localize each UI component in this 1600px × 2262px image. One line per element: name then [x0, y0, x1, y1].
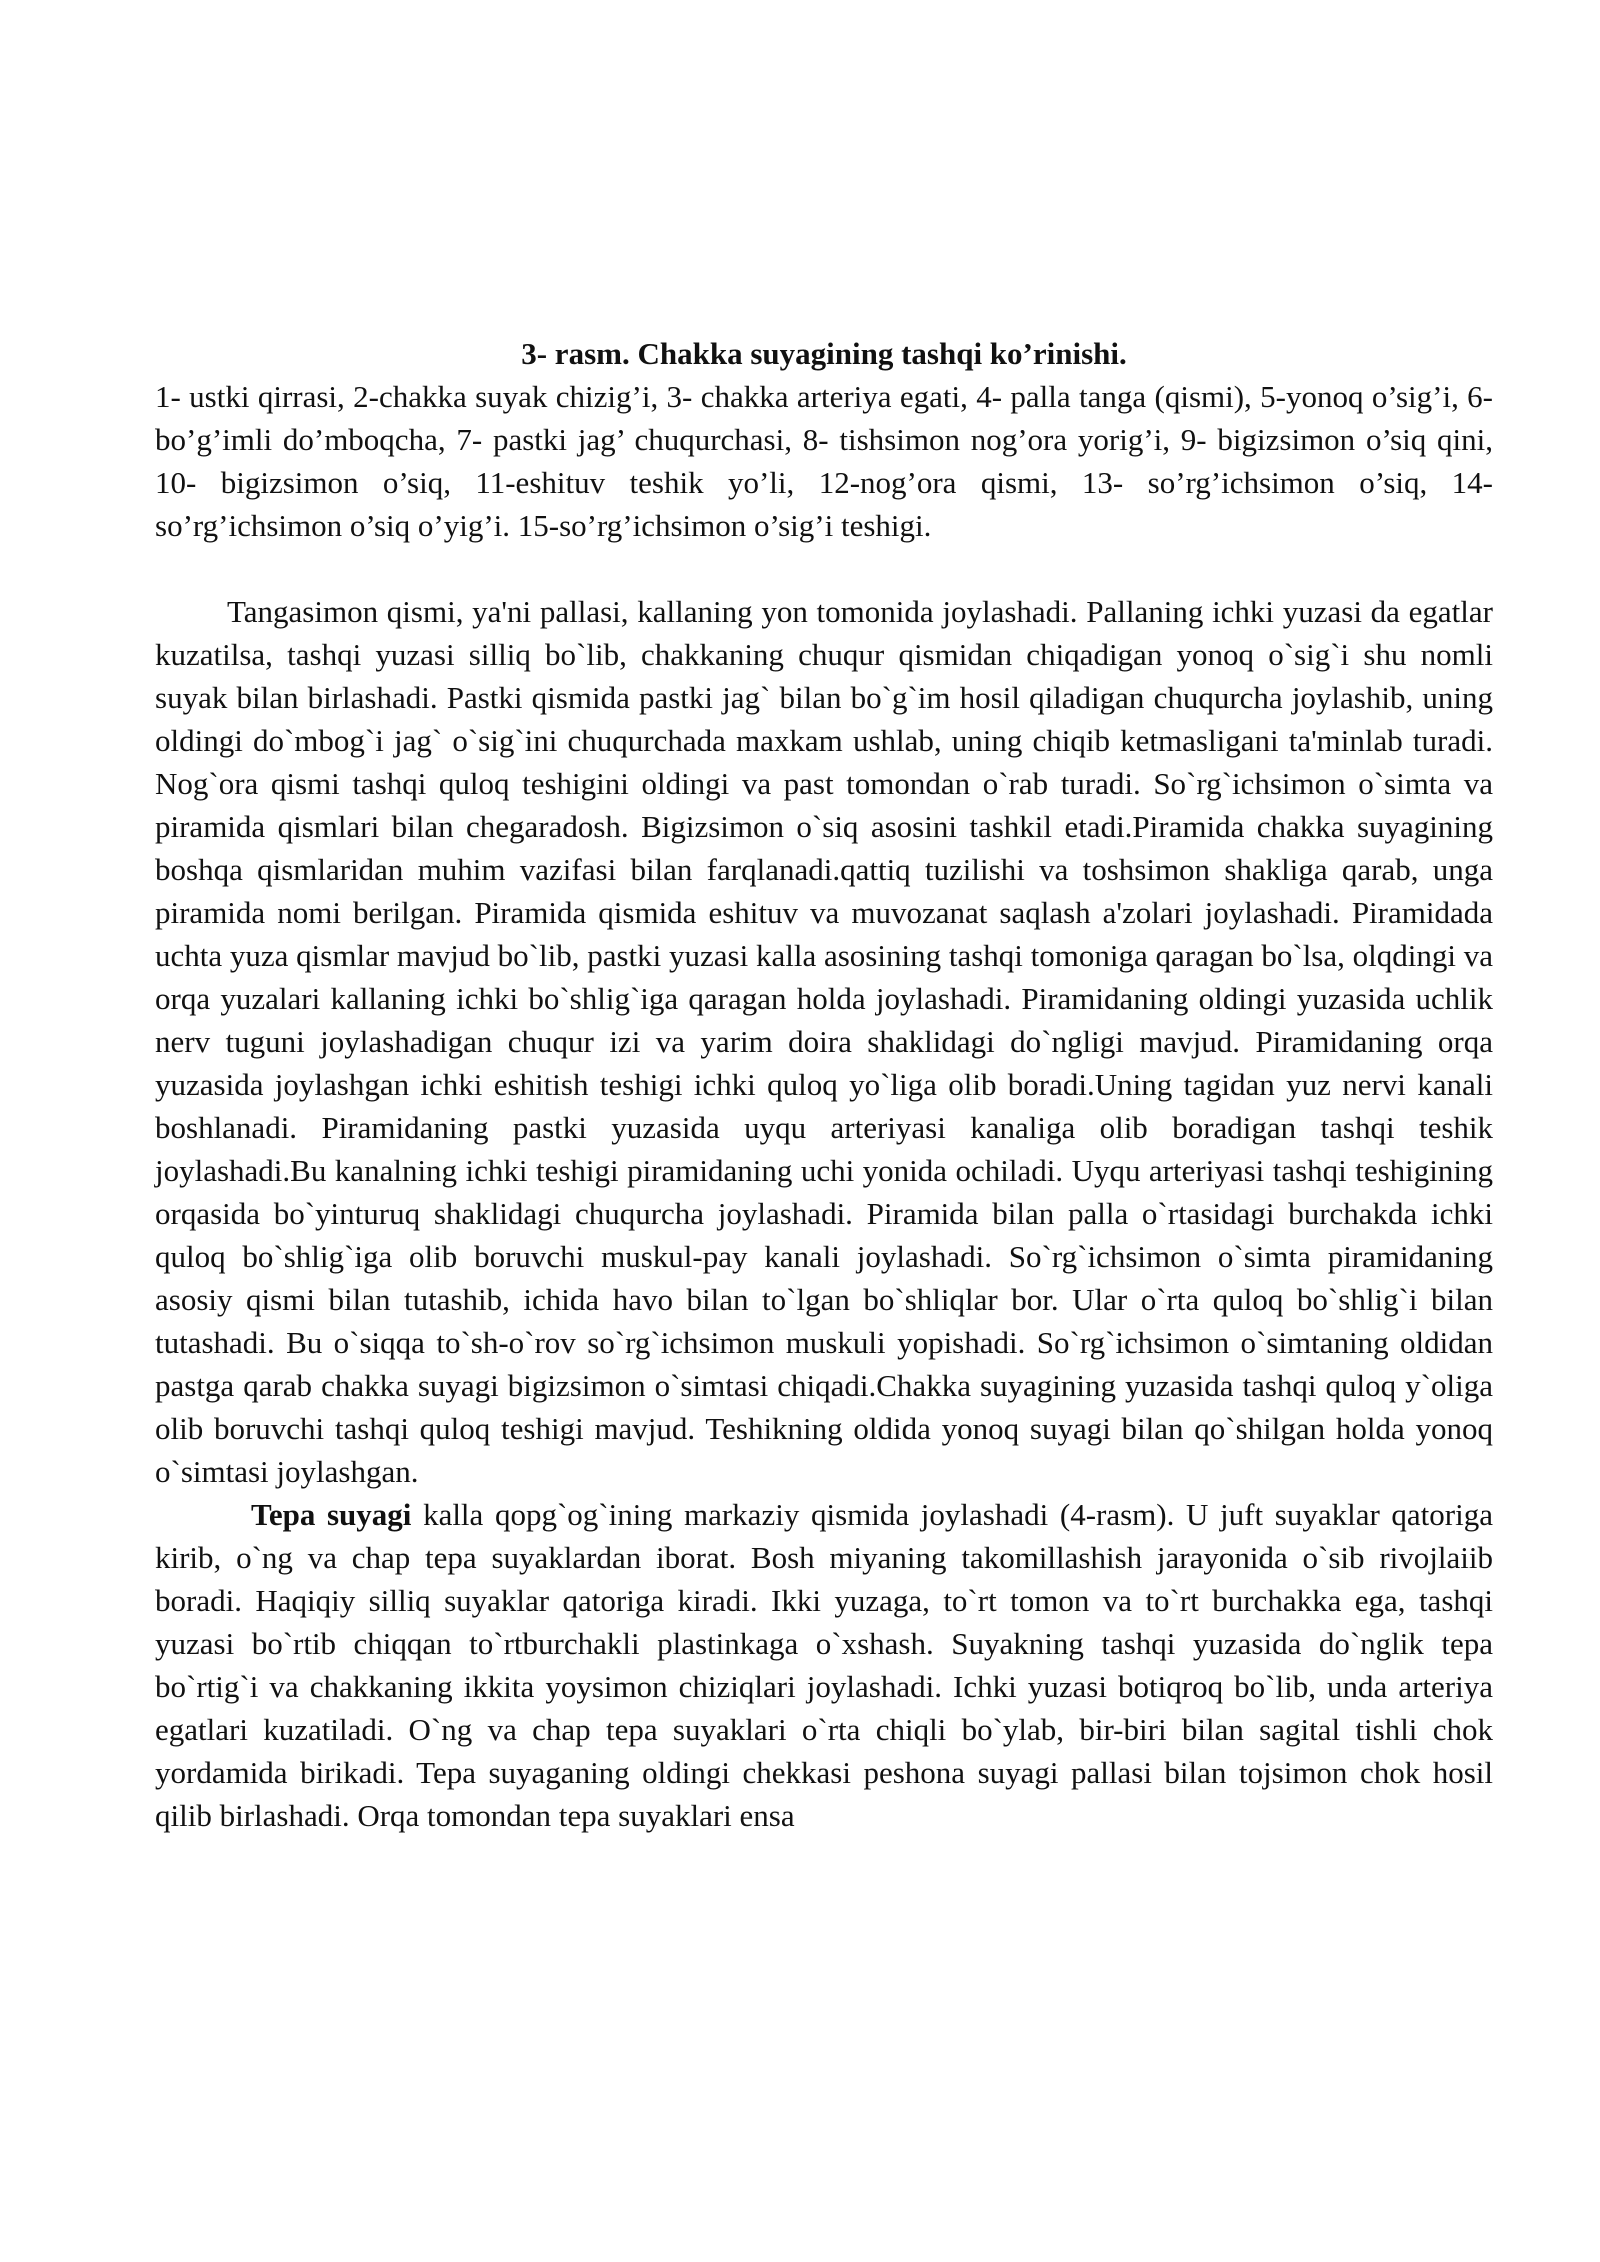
paragraph-parietal-text: kalla qopg`og`ining markaziy qismida joylashadi (4-rasm). U juft suyaklar qatoriga kirib, o`ng va chap tepa suyaklardan iborat. Bosh miyaning takomillashish jarayonida o`sib rivojlaiib boradi. Haqiqiy silliq suyaklar qatoriga kiradi. Ikki yuzaga, to`rt tomon va to`rt burchakka ega, tashqi yuzasi bo`rtib chiqqan to`rtburchakli plastinkaga o`xshash. Suyakning tashqi yuzasida do`nglik tepa bo`rtig`i va chakkaning ikkita yoysimon chiziqlari joylashadi. Ichki yuzasi botiqroq bo`lib, unda arteriya egatlari kuzatiladi. O`ng va chap tepa suyaklari o`rta chiqli bo`ylab, bir-biri bilan sagital tishli chok yordamida birikadi. Tepa suyaganing oldingi chekkasi peshona suyagi pallasi bilan tojsimon chok hosil qilib birlashadi. Orqa tomondan tepa suyaklari ensa: [155, 1497, 1493, 1833]
document-page: [155, 332, 1493, 1837]
term-tepa-suyagi: Tepa suyagi: [251, 1497, 412, 1532]
spacer: [155, 547, 1493, 590]
figure-caption-title: 3- rasm. Chakka suyagining tashqi ko’rinishi.: [521, 336, 1127, 371]
figure-legend: 1- ustki qirrasi, 2-chakka suyak chizig’i, 3- chakka arteriya egati, 4- palla tanga (qismi), 5-yonoq o’sig’i, 6- bo’g’imli do’mboqcha, 7- pastki jag’ chuqurchasi, 8- tishsimon nog’ora yorig’i, 9- bigizsimon o’siq qini, 10- bigizsimon o’siq, 11-eshituv teshik yo’li, 12-nog’ora qismi, 13- so’rg’ichsimon o’siq, 14- so’rg’ichsimon o’siq o’yig’i. 15-so’rg’ichsimon o’sig’i teshigi.: [155, 379, 1493, 543]
paragraph-temporal-bone: Tangasimon qismi, ya'ni pallasi, kallaning yon tomonida joylashadi. Pallaning ichki yuzasi da egatlar kuzatilsa, tashqi yuzasi silliq bo`lib, chakkaning chuqur qismidan chiqadigan yonoq o`sig`i shu nomli suyak bilan birlashadi. Pastki qismida pastki jag` bilan bo`g`im hosil qiladigan chuqurcha joylashib, uning oldingi do`mbog`i jag` o`sig`ini chuqurchada maxkam ushlab, uning chiqib ketmasligani ta'minlab turadi. Nog`ora qismi tashqi quloq teshigini oldingi va past tomondan o`rab turadi. So`rg`ichsimon o`simta va piramida qismlari bilan chegaradosh. Bigizsimon o`siq asosini tashkil etadi.Piramida chakka suyagining boshqa qismlaridan muhim vazifasi bilan farqlanadi.qattiq tuzilishi va toshsimon shakliga qarab, unga piramida nomi berilgan. Piramida qismida eshituv va muvozanat saqlash a'zolari joylashadi. Piramidada uchta yuza qismlar mavjud bo`lib, pastki yuzasi kalla asosining tashqi tomoniga qaragan bo`lsa, olqdingi va orqa yuzalari kallaning ichki bo`shlig`iga qaragan holda joylashadi. Piramidaning oldingi yuzasida uchlik nerv tuguni joylashadigan chuqur izi va yarim doira shaklidagi do`ngligi mavjud. Piramidaning orqa yuzasida joylashgan ichki eshitish teshigi ichki quloq yo`liga olib boradi.Uning tagidan yuz nervi kanali boshlanadi. Piramidaning pastki yuzasida uyqu arteriyasi kanaliga olib boradigan tashqi teshik joylashadi.Bu kanalning ichki teshigi piramidaning uchi yonida ochiladi. Uyqu arteriyasi tashqi teshigining orqasida bo`yinturuq shaklidagi chuqurcha joylashadi. Piramida bilan palla o`rtasidagi burchakda ichki quloq bo`shlig`iga olib boruvchi muskul-pay kanali joylashadi. So`rg`ichsimon o`simta piramidaning asosiy qismi bilan tutashib, ichida havo bilan to`lgan bo`shliqlar bor. Ular o`rta quloq bo`shlig`i bilan tutashadi. Bu o`siqqa to`sh-o`rov so`rg`ichsimon muskuli yopishadi. So`rg`ichsimon o`simtaning oldidan pastga qarab chakka suyagi bigizsimon o`simtasi chiqadi.Chakka suyagining yuzasida tashqi quloq y`oliga olib boruvchi tashqi quloq teshigi mavjud. Teshikning oldida yonoq suyagi bilan qo`shilgan holda yonoq o`simtasi joylashgan.: [155, 594, 1493, 1489]
paragraph-parietal-bone: [155, 1493, 1493, 1837]
